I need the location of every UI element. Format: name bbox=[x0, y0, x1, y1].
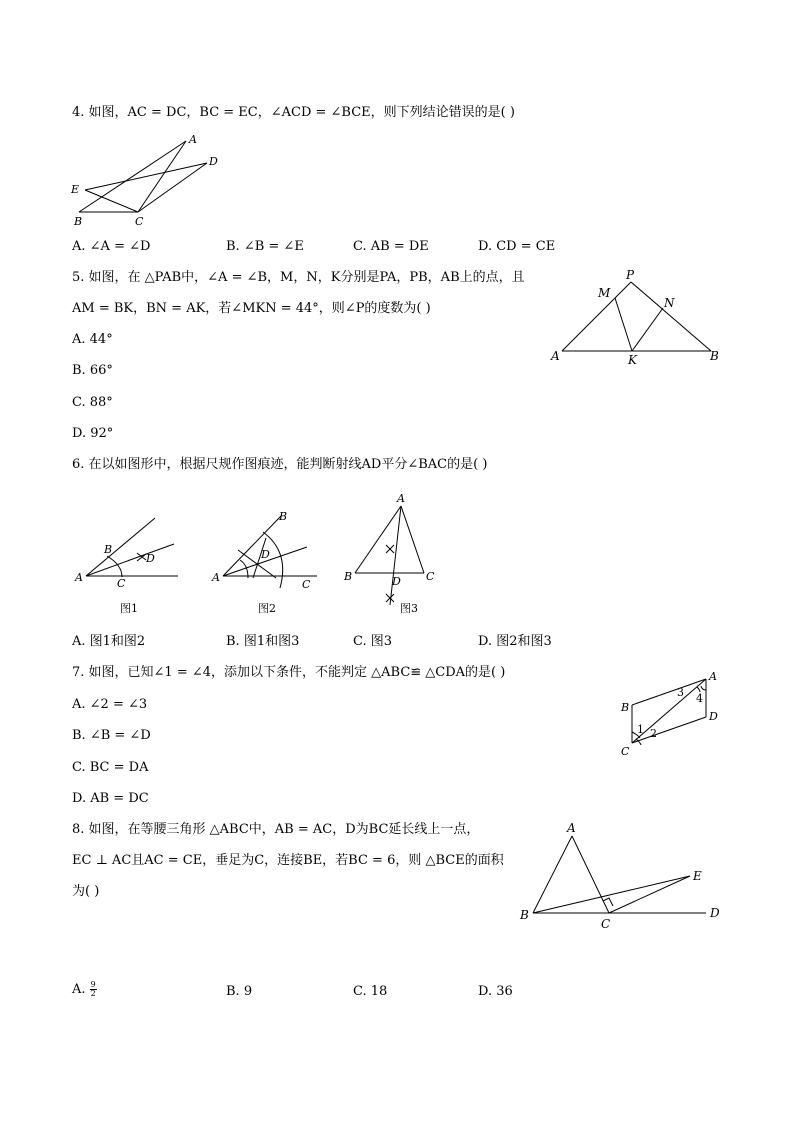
q4-option-c[interactable]: C. AB = DE bbox=[353, 239, 429, 254]
q4-option-a[interactable]: A. ∠A = ∠D bbox=[72, 239, 151, 254]
q6-caption-3: 图3 bbox=[400, 602, 418, 615]
q5-option-c[interactable]: C. 88° bbox=[72, 395, 113, 410]
q6-fig3-label-c: C bbox=[426, 570, 435, 583]
q5-label-p: P bbox=[626, 268, 635, 282]
q7-option-a[interactable]: A. ∠2 = ∠3 bbox=[72, 697, 148, 712]
q7-option-b[interactable]: B. ∠B = ∠D bbox=[72, 728, 151, 743]
q7-angle-2: 2 bbox=[650, 727, 657, 740]
q4-stem: 4. 如图，AC = DC，BC = EC，∠ACD = ∠BCE，则下列结论错误的是( ) bbox=[72, 105, 515, 120]
q5-label-b: B bbox=[710, 349, 719, 363]
q8-figure bbox=[515, 818, 725, 933]
q8-option-c[interactable]: C. 18 bbox=[353, 984, 388, 999]
q6-fig3-label-a: A bbox=[397, 492, 405, 505]
q6-figure-1 bbox=[72, 510, 187, 610]
q8-label-e: E bbox=[693, 869, 702, 883]
q6-fig3-label-b: B bbox=[344, 570, 353, 583]
q5-option-d[interactable]: D. 92° bbox=[72, 426, 114, 441]
q6-fig1-label-c: C bbox=[117, 577, 126, 590]
q5-label-m: M bbox=[598, 286, 611, 300]
q8-stem-line2: EC ⊥ AC且AC = CE，垂足为C，连接BE，若BC = 6，则 △BCE的面积 bbox=[72, 853, 504, 868]
q8-option-d[interactable]: D. 36 bbox=[478, 984, 513, 999]
q4-label-b: B bbox=[74, 215, 83, 228]
q7-label-b: B bbox=[621, 701, 630, 714]
q5-label-n: N bbox=[664, 296, 675, 310]
q6-fig2-label-d: D bbox=[261, 548, 270, 561]
q8-option-a[interactable] bbox=[72, 981, 97, 999]
q6-fig2-label-c: C bbox=[302, 578, 311, 591]
q8-label-c: C bbox=[601, 917, 611, 931]
q7-label-c: C bbox=[621, 745, 630, 758]
q6-fig2-label-a: A bbox=[212, 571, 220, 584]
q8-label-a: A bbox=[567, 821, 576, 835]
q7-label-a: A bbox=[709, 670, 717, 683]
q7-stem: 7. 如图，已知∠1 = ∠4，添加以下条件，不能判定 △ABC≌ △CDA的是( ) bbox=[72, 665, 506, 680]
q8-option-a-numerator: 9 bbox=[90, 980, 96, 989]
q4-option-b[interactable]: B. ∠B = ∠E bbox=[226, 239, 304, 254]
q4-figure bbox=[70, 130, 230, 230]
q8-label-b: B bbox=[520, 908, 529, 922]
q6-option-a[interactable]: A. 图1和图2 bbox=[72, 634, 146, 649]
q4-label-e: E bbox=[71, 183, 80, 196]
q6-option-c[interactable]: C. 图3 bbox=[353, 634, 393, 649]
q6-caption-1: 图1 bbox=[120, 602, 138, 615]
q5-figure bbox=[545, 265, 725, 370]
q5-label-k: K bbox=[628, 353, 637, 367]
q5-stem-line2: AM = BK，BN = AK，若∠MKN = 44°，则∠P的度数为( ) bbox=[72, 301, 431, 316]
q7-option-d[interactable]: D. AB = DC bbox=[72, 791, 149, 806]
q5-label-a: A bbox=[551, 349, 560, 363]
q6-stem: 6. 在以如图形中，根据尺规作图痕迹，能判断射线AD平分∠BAC的是( ) bbox=[72, 457, 488, 472]
q8-label-d: D bbox=[710, 906, 720, 920]
q6-fig2-label-b: B bbox=[279, 510, 288, 523]
q6-fig3-label-d: D bbox=[392, 575, 401, 588]
q8-stem-line1: 8. 如图，在等腰三角形 △ABC中，AB = AC，D为BC延长线上一点， bbox=[72, 822, 480, 837]
q8-stem-line3: 为( ) bbox=[72, 884, 100, 899]
q6-option-d[interactable]: D. 图2和图3 bbox=[478, 634, 552, 649]
q4-label-c: C bbox=[135, 215, 144, 228]
q8-option-a-fraction bbox=[90, 981, 97, 998]
q7-angle-1: 1 bbox=[637, 723, 644, 736]
q7-figure bbox=[615, 665, 730, 760]
q6-figure-2 bbox=[210, 505, 325, 605]
q4-label-a: A bbox=[189, 133, 197, 146]
q6-caption-2: 图2 bbox=[258, 602, 276, 615]
q7-option-c[interactable]: C. BC = DA bbox=[72, 760, 149, 775]
q5-option-b[interactable]: B. 66° bbox=[72, 363, 113, 378]
q6-fig1-label-b: B bbox=[104, 543, 113, 556]
q4-option-d[interactable]: D. CD = CE bbox=[478, 239, 556, 254]
q7-angle-3: 3 bbox=[677, 686, 684, 699]
q6-fig1-label-a: A bbox=[75, 571, 83, 584]
q7-angle-4: 4 bbox=[696, 692, 703, 705]
q4-label-d: D bbox=[209, 155, 218, 168]
q6-figure-3 bbox=[340, 490, 440, 610]
q6-option-b[interactable]: B. 图1和图3 bbox=[226, 634, 300, 649]
q7-label-d: D bbox=[709, 710, 718, 723]
q8-option-a-prefix: A. bbox=[72, 982, 86, 997]
q6-fig1-label-d: D bbox=[146, 552, 155, 565]
q8-option-b[interactable]: B. 9 bbox=[226, 984, 253, 999]
q8-option-a-denominator: 2 bbox=[90, 989, 96, 998]
q5-option-a[interactable]: A. 44° bbox=[72, 332, 113, 347]
q5-stem-line1: 5. 如图，在 △PAB中，∠A = ∠B，M，N，K分别是PA，PB，AB上的点，且 bbox=[72, 270, 525, 285]
